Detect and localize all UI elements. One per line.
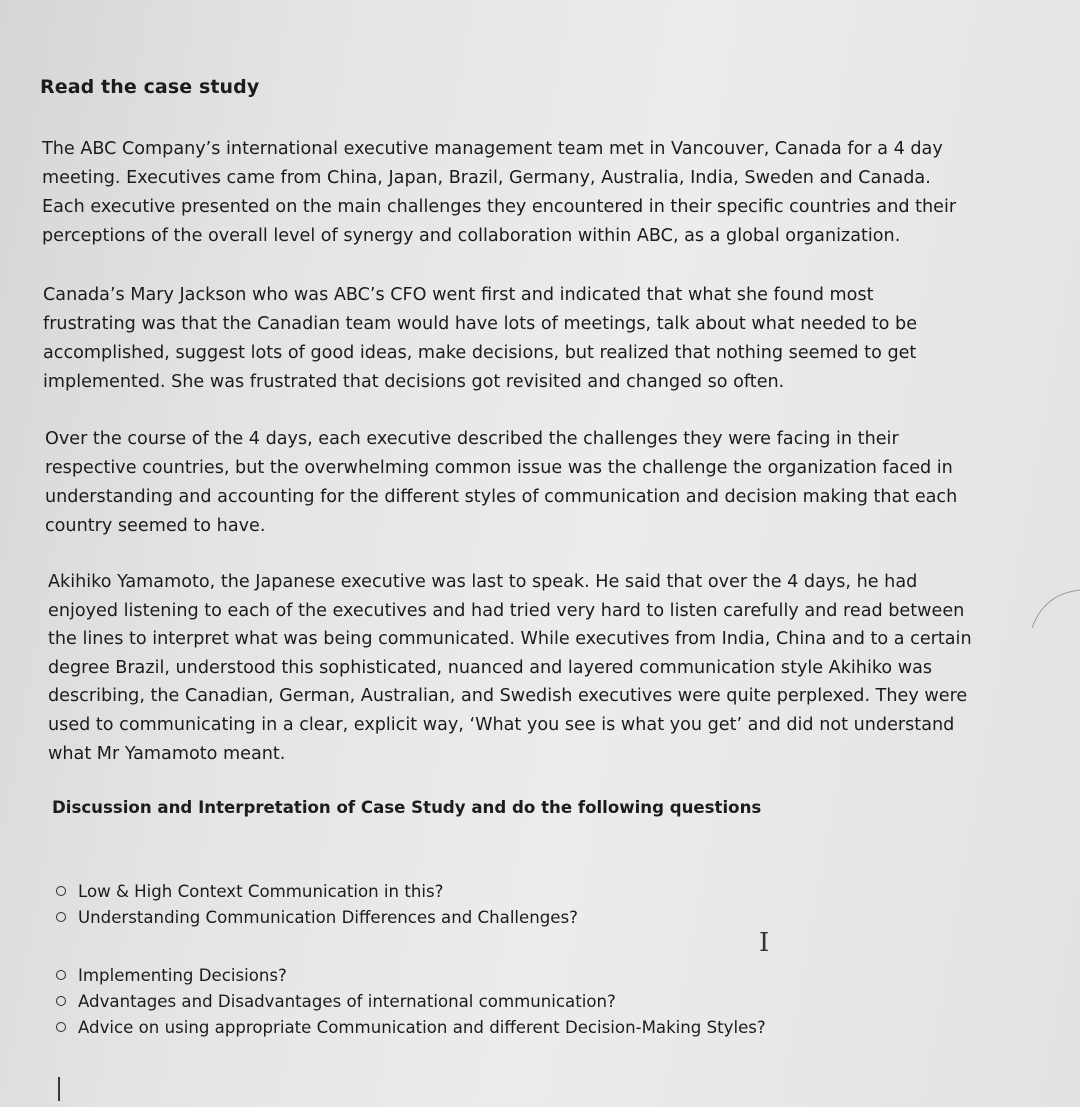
circle-bullet-icon [56,970,66,980]
circle-bullet-icon [56,886,66,896]
question-text: Advice on using appropriate Communication and different Decision-Making Styles? [78,1018,766,1037]
paragraph-line: enjoyed listening to each of the executives and had tried very hard to listen carefully and read between [48,600,965,621]
text-cursor-icon: I [759,928,770,958]
list-item [56,905,578,931]
question-list-2 [56,963,766,1041]
circle-bullet-icon [56,996,66,1006]
paragraph-line: Over the course of the 4 days, each executive described the challenges they were facing in their [45,429,899,449]
paragraph-line: perceptions of the overall level of synergy and collaboration within ABC, as a global organization. [42,226,901,246]
paragraph-line: implemented. She was frustrated that decisions got revisited and changed so often. [43,372,785,392]
text-insertion-caret[interactable] [58,1077,60,1101]
paragraph-line: accomplished, suggest lots of good ideas, make decisions, but realized that nothing seemed to get [43,343,917,363]
paragraph-2 [43,281,917,397]
paragraph-line: meeting. Executives came from China, Japan, Brazil, Germany, Australia, India, Sweden and Canada. [42,168,931,188]
paragraph-1 [42,135,956,251]
list-item [56,1015,766,1041]
paragraph-line: country seemed to have. [45,516,266,536]
screen-glare-curve [1030,588,1080,638]
paragraph-line: Canada’s Mary Jackson who was ABC’s CFO went first and indicated that what she found most [43,285,874,305]
paragraph-line: used to communicating in a clear, explicit way, ‘What you see is what you get’ and did not understand [48,714,955,735]
case-study-heading: Read the case study [40,76,260,98]
paragraph-line: the lines to interpret what was being communicated. While executives from India, China and to a certain [48,629,972,650]
paragraph-line: what Mr Yamamoto meant. [48,743,286,764]
paragraph-line: respective countries, but the overwhelming common issue was the challenge the organization faced in [45,458,953,478]
paragraph-3 [45,425,957,541]
question-list-1 [56,879,578,931]
question-text: Understanding Communication Differences and Challenges? [78,908,578,927]
paragraph-line: degree Brazil, understood this sophisticated, nuanced and layered communication style Akihiko was [48,657,933,678]
circle-bullet-icon [56,1022,66,1032]
question-text: Low & High Context Communication in this? [78,882,444,901]
list-item [56,879,578,905]
question-text: Advantages and Disadvantages of international communication? [78,992,616,1011]
paragraph-line: Akihiko Yamamoto, the Japanese executive was last to speak. He said that over the 4 days, he had [48,572,918,592]
paragraph-line: describing, the Canadian, German, Australian, and Swedish executives were quite perplexed. They were [48,686,968,707]
paragraph-line: frustrating was that the Canadian team would have lots of meetings, talk about what needed to be [43,314,918,334]
paragraph-4 [48,568,972,768]
paragraph-line: understanding and accounting for the different styles of communication and decision making that each [45,487,958,507]
paragraph-line: The ABC Company’s international executive management team met in Vancouver, Canada for a 4 day [42,139,943,159]
list-item [56,963,766,989]
paragraph-line: Each executive presented on the main challenges they encountered in their specific countries and their [42,197,957,217]
discussion-heading: Discussion and Interpretation of Case Study and do the following questions [52,798,762,817]
question-text: Implementing Decisions? [78,966,287,985]
list-item [56,989,766,1015]
circle-bullet-icon [56,912,66,922]
